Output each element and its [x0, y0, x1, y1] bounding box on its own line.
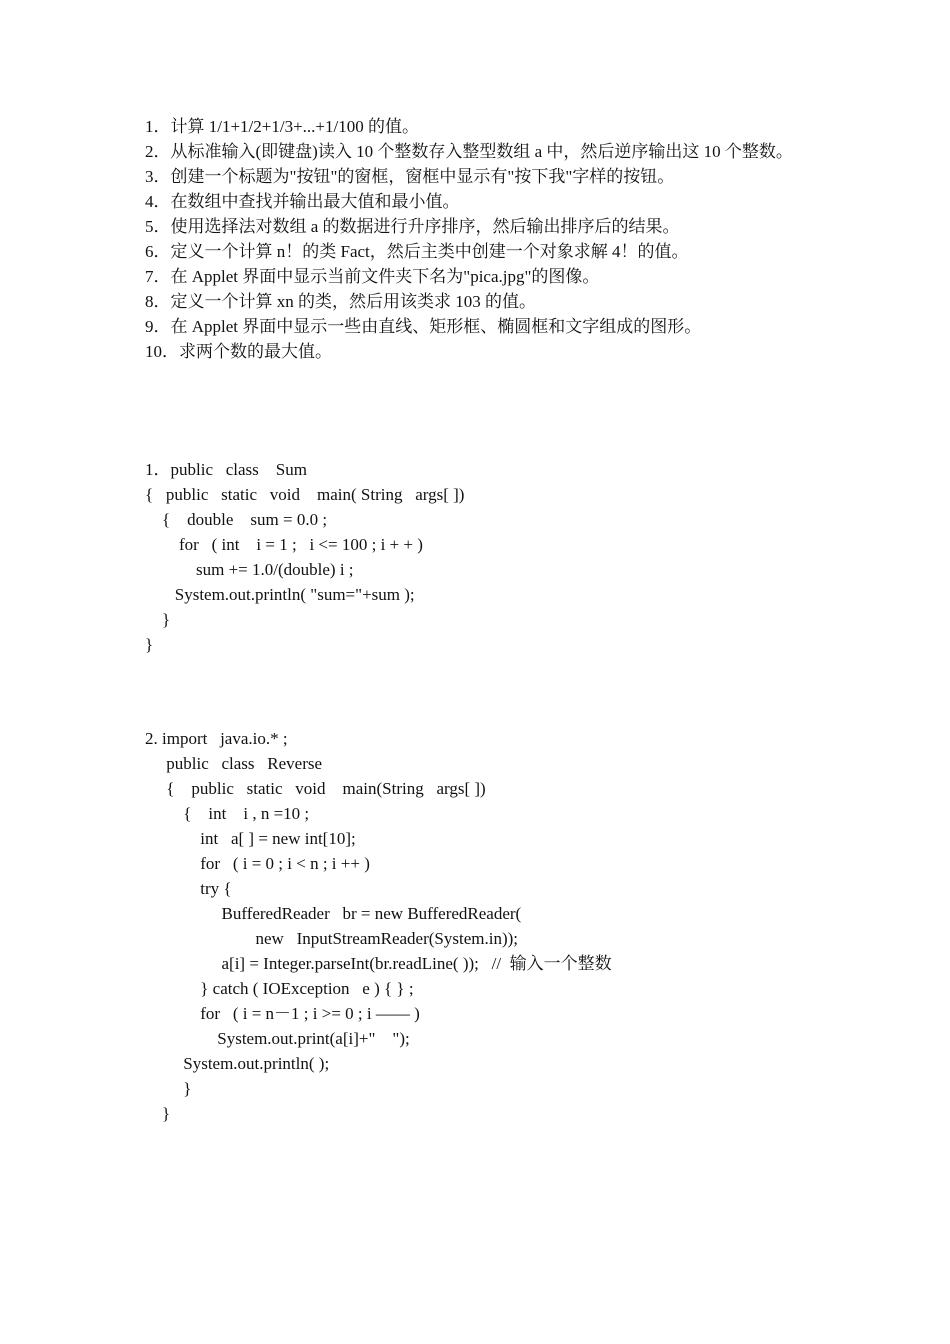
- code-line: { public static void main(String args[ ]): [145, 779, 486, 798]
- code-line: }: [145, 610, 171, 629]
- code-line: { int i , n =10 ;: [145, 804, 310, 823]
- exercise-item-6: 6．定义一个计算 n！的类 Fact，然后主类中创建一个对象求解 4！的值。: [145, 242, 689, 261]
- exercise-list: [145, 114, 810, 364]
- code-line: System.out.print(a[i]+" ");: [145, 1029, 410, 1048]
- code-listing-sum: [145, 457, 464, 657]
- code-line: { public static void main( String args[ ]): [145, 485, 465, 504]
- code-line: 1．public class Sum: [145, 460, 307, 479]
- exercise-item-8: 8．定义一个计算 xn 的类，然后用该类求 103 的值。: [145, 292, 536, 311]
- code-line: sum += 1.0/(double) i ;: [145, 560, 354, 579]
- code-line: new InputStreamReader(System.in));: [145, 929, 518, 948]
- code-line: for ( i = n－1 ; i >= 0 ; i ―― ): [145, 1004, 420, 1023]
- code-line: } catch ( IOException e ) { } ;: [145, 979, 414, 998]
- code-line: 2. import java.io.* ;: [145, 729, 288, 748]
- code-line: }: [145, 1079, 192, 1098]
- code-line: }: [145, 635, 154, 654]
- code-line: { double sum = 0.0 ;: [145, 510, 328, 529]
- code-line: System.out.println( );: [145, 1054, 330, 1073]
- code-line: }: [145, 1104, 171, 1123]
- code-line: public class Reverse: [145, 754, 323, 773]
- code-line: a[i] = Integer.parseInt(br.readLine( )); // 输入一个整数: [145, 954, 612, 973]
- exercise-item-7: 7．在 Applet 界面中显示当前文件夹下名为"pica.jpg"的图像。: [145, 267, 600, 286]
- exercise-item-2: 2．从标准输入(即键盘)读入 10 个整数存入整型数组 a 中，然后逆序输出这 10 个整数。: [145, 142, 793, 161]
- exercise-item-9: 9．在 Applet 界面中显示一些由直线、矩形框、椭圆框和文字组成的图形。: [145, 317, 702, 336]
- code-line: int a[ ] = new int[10];: [145, 829, 356, 848]
- code-line: for ( i = 0 ; i < n ; i ++ ): [145, 854, 370, 873]
- exercise-item-3: 3．创建一个标题为"按钮"的窗框，窗框中显示有"按下我"字样的按钮。: [145, 167, 675, 186]
- exercise-item-4: 4．在数组中查找并输出最大值和最小值。: [145, 192, 460, 211]
- exercise-item-5: 5．使用选择法对数组 a 的数据进行升序排序，然后输出排序后的结果。: [145, 217, 680, 236]
- exercise-item-1: 1．计算 1/1+1/2+1/3+...+1/100 的值。: [145, 117, 419, 136]
- code-line: try {: [145, 879, 232, 898]
- code-listing-reverse: [145, 726, 612, 1126]
- code-line: BufferedReader br = new BufferedReader(: [145, 904, 522, 923]
- code-line: for ( int i = 1 ; i <= 100 ; i + + ): [145, 535, 423, 554]
- code-line: System.out.println( "sum="+sum );: [145, 585, 415, 604]
- exercise-item-10: 10．求两个数的最大值。: [145, 342, 332, 361]
